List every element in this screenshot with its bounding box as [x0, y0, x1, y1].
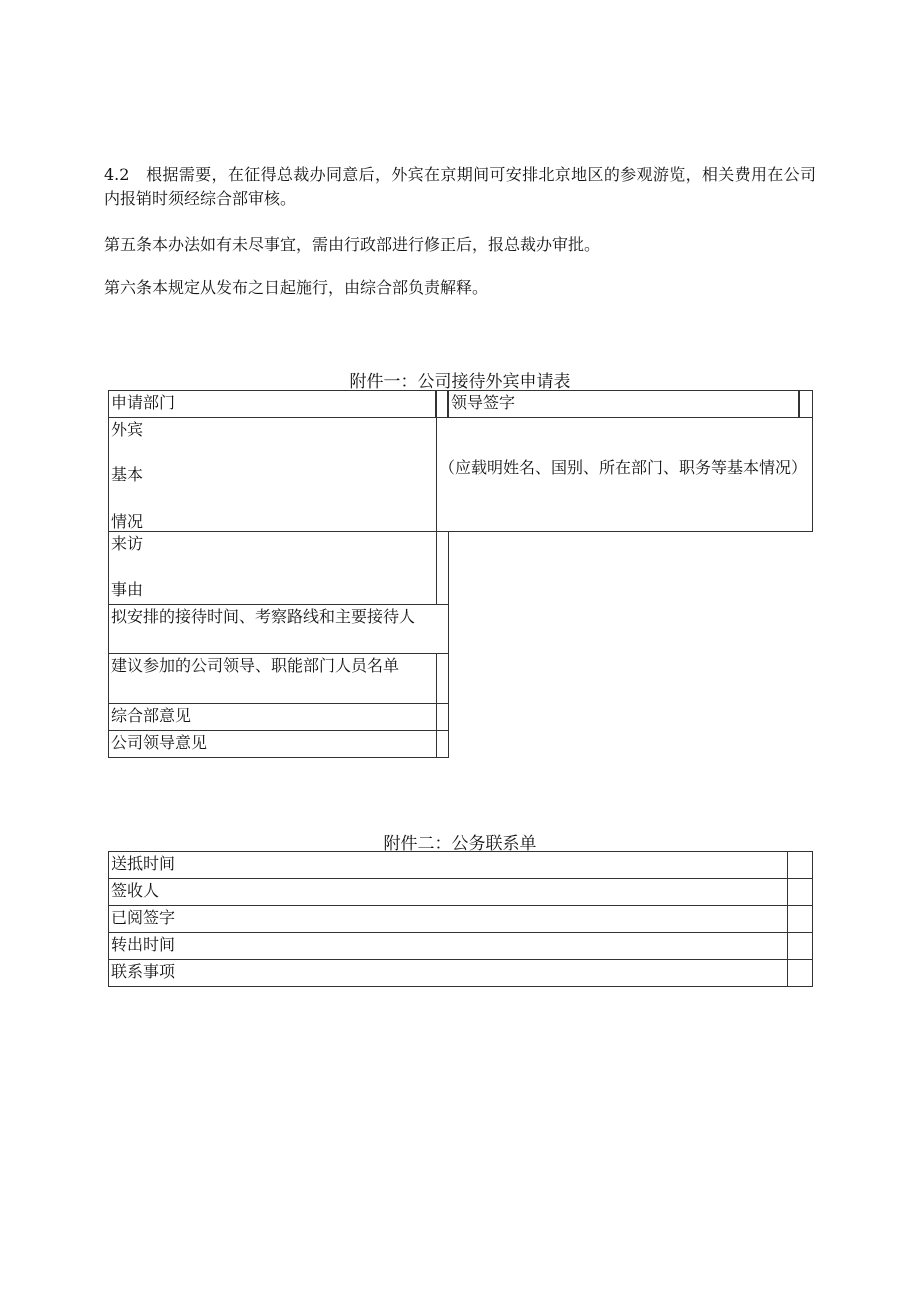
contact-matters-value-cell[interactable] — [787, 959, 813, 987]
appendix1-title: 附件一：公司接待外宾申请表 — [349, 372, 571, 392]
contact-matters-label: 联系事项 — [111, 962, 176, 981]
transfer-time-label: 转出时间 — [111, 935, 176, 954]
guest-info-label-cell — [108, 417, 437, 532]
general-dept-opinion-label-cell — [108, 703, 437, 731]
visit-reason-label-line1: 来访 — [111, 534, 144, 553]
department-label: 申请部门 — [111, 393, 176, 412]
recipient-label: 签收人 — [111, 881, 160, 900]
delivery-time-value-cell[interactable] — [787, 851, 813, 879]
department-label-cell — [108, 390, 436, 418]
visit-reason-label-cell — [108, 531, 437, 605]
article-5: 第五条本办法如有未尽事宜，需由行政部进行修正后，报总裁办审批。 — [104, 235, 601, 254]
company-leader-opinion-label-cell — [108, 730, 437, 758]
general-dept-opinion-label: 综合部意见 — [111, 706, 192, 725]
transfer-time-value-cell[interactable] — [787, 932, 813, 960]
paragraph-4-2: 4.2 根据需要，在征得总裁办同意后，外宾在京期间可安排北京地区的参观游览，相关费用在公司内报销时须经综合部审核。 — [104, 165, 816, 208]
visit-reason-value-cell[interactable] — [436, 531, 449, 605]
general-dept-opinion-value-cell[interactable] — [436, 703, 449, 731]
guest-info-label-line2: 基本 — [111, 465, 144, 484]
company-leader-opinion-label: 公司领导意见 — [111, 733, 208, 752]
guest-info-label-line1: 外宾 — [111, 420, 144, 439]
department-value-cell[interactable] — [436, 390, 448, 418]
visit-reason-label-line2: 事由 — [111, 580, 144, 599]
leader-sign-value-cell[interactable] — [799, 390, 813, 418]
attendees-label: 建议参加的公司领导、职能部门人员名单 — [111, 656, 400, 675]
article-6: 第六条本规定从发布之日起施行，由综合部负责解释。 — [104, 278, 489, 297]
leader-sign-label-cell — [448, 390, 799, 418]
leader-sign-label: 领导签字 — [451, 393, 516, 412]
delivery-time-label-cell — [108, 851, 788, 879]
company-leader-opinion-value-cell[interactable] — [436, 730, 449, 758]
attendees-label-cell — [108, 653, 437, 704]
recipient-label-cell — [108, 878, 788, 906]
guest-info-note: （应载明姓名、国别、所在部门、职务等基本情况） — [439, 458, 808, 477]
recipient-value-cell[interactable] — [787, 878, 813, 906]
attendees-value-cell[interactable] — [436, 653, 449, 704]
contact-matters-label-cell — [108, 959, 788, 987]
guest-info-label-line3: 情况 — [111, 512, 144, 531]
transfer-time-label-cell — [108, 932, 788, 960]
read-sign-label: 已阅签字 — [111, 908, 176, 927]
read-sign-value-cell[interactable] — [787, 905, 813, 933]
schedule-label-cell — [108, 604, 449, 654]
schedule-label: 拟安排的接待时间、考察路线和主要接待人 — [111, 607, 416, 626]
guest-info-value-cell[interactable] — [436, 417, 813, 532]
read-sign-label-cell — [108, 905, 788, 933]
delivery-time-label: 送抵时间 — [111, 854, 176, 873]
appendix2-title: 附件二：公务联系单 — [383, 834, 537, 854]
